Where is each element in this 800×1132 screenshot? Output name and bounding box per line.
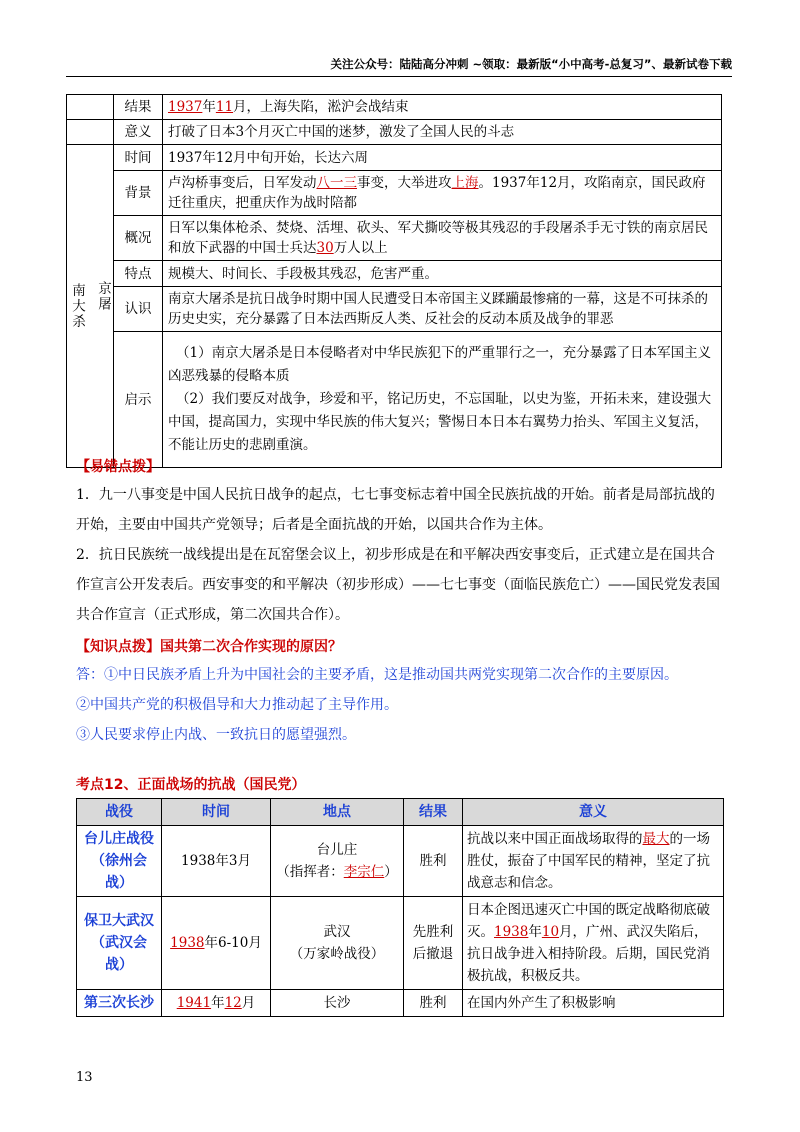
- tips-paragraph-1: 1．九一八事变是中国人民抗日战争的起点，七七事变标志着中国全民族抗战的开始。前者是局部抗战的开始，主要由中国共产党领导；后者是全面抗战的开始，以国共合作为主体。: [76, 487, 715, 533]
- col-header: 意义: [463, 799, 724, 826]
- meaning-cell: 打破了日本3个月灭亡中国的迷梦，激发了全国人民的斗志: [163, 120, 722, 145]
- knowledge-answer-2: ②中国共产党的积极倡导和大力推动起了主导作用。: [76, 697, 398, 713]
- row-label: 意义: [114, 120, 163, 145]
- col-header: 战役: [77, 799, 162, 826]
- table-row: [77, 897, 724, 990]
- col-header: 地点: [271, 799, 404, 826]
- group-col-1: 南大杀: [69, 282, 85, 330]
- row-label: 启示: [114, 332, 163, 468]
- victim-count: 30: [316, 240, 334, 256]
- commander: 李宗仁: [343, 864, 385, 880]
- page-header: 关注公众号：陆陆高分冲刺 ~领取：最新版“小中高考-总复习”、最新试卷下载: [330, 57, 732, 71]
- time-cell: 1937年12月中旬开始，长达六周: [163, 145, 722, 171]
- battle-time: 1938年6-10月: [162, 897, 271, 990]
- background-cell: 卢沟桥事变后，日军发动八一三事变，大举进攻上海。1937年12月，攻陷南京，国民政府迁往重庆，把重庆作为战时陪都: [163, 171, 722, 216]
- battle-name: 第三次长沙: [77, 990, 162, 1017]
- insight-cell: [163, 332, 722, 468]
- row-label: 认识: [114, 287, 163, 332]
- battle-meaning: 日本企图迅速灭亡中国的既定战略彻底破灭。1938年10月，广州、武汉失陷后，抗日战争进入相持阶段。后期，国民党消极抗战，积极反共。: [463, 897, 724, 990]
- col-header: 结果: [404, 799, 463, 826]
- city-name: 上海: [451, 175, 479, 191]
- result-cell: 1937年11月，上海失陷，淞沪会战结束: [163, 95, 722, 120]
- battle-time: 1941年12月: [162, 990, 271, 1017]
- battle-meaning: 在国内外产生了积极影响: [463, 990, 724, 1017]
- tips-title: 【易错点拨】: [76, 459, 160, 475]
- group-col-2: 京屠: [95, 280, 111, 312]
- table-row: [77, 990, 724, 1017]
- row-label: 结果: [114, 95, 163, 120]
- insight-paragraph-2: （2）我们要反对战争，珍爱和平，铭记历史，不忘国耻，以史为鉴，开拓未来，建设强大中国，提高国力，实现中华民族的伟大复兴；警惕日本日本右翼势力抬头、军国主义复活，不能让历史的悲剧重演。: [168, 391, 712, 453]
- knowledge-answer-3: ③人民要求停止内战、一致抗日的愿望强烈。: [76, 727, 356, 743]
- overview-cell: 日军以集体枪杀、焚烧、活埋、砍头、军犬撕咬等极其残忍的手段屠杀手无寸铁的南京居民和放下武器的中国士兵达30万人以上: [163, 216, 722, 261]
- table-row: [77, 826, 724, 897]
- insight-paragraph-1: （1）南京大屠杀是日本侵略者对中华民族犯下的严重罪行之一，充分暴露了日本军国主义凶恶残暴的侵略本质: [168, 345, 712, 384]
- features-cell: 规模大、时间长、手段极其残忍，危害严重。: [163, 261, 722, 287]
- empty-group-cell: [67, 95, 114, 120]
- battle-result: 胜利: [404, 826, 463, 897]
- knowledge-title: 【知识点拨】国共第二次合作实现的原因？: [76, 639, 342, 655]
- battles-table: [76, 798, 724, 1017]
- battle-meaning: 抗战以来中国正面战场取得的最大的一场胜仗，振奋了中国军民的精神，坚定了抗战意志和信念。: [463, 826, 724, 897]
- year: 1937: [168, 99, 203, 115]
- battle-place: 台儿庄 （指挥者：李宗仁）: [271, 826, 404, 897]
- row-label: 特点: [114, 261, 163, 287]
- header-rule: [66, 76, 732, 77]
- row-label: 背景: [114, 171, 163, 216]
- tips-paragraph-2: 2．抗日民族统一战线提出是在瓦窑堡会议上，初步形成是在和平解决西安事变后，正式建立是在国共合作宣言公开发表后。西安事变的和平解决（初步形成）——七七事变（面临民族危亡）——国民党发表国共合作宣言（正式形成，第二次国共合作）。: [76, 547, 720, 623]
- understanding-cell: 南京大屠杀是抗日战争时期中国人民遭受日本帝国主义蹂躏最惨痛的一幕，这是不可抹杀的历史史实，充分暴露了日本法西斯反人类、反社会的反动本质及战争的罪恶: [163, 287, 722, 332]
- nanjing-table: [66, 94, 722, 468]
- battle-result: 胜利: [404, 990, 463, 1017]
- battle-place: 长沙: [271, 990, 404, 1017]
- emphasis: 最大: [642, 831, 670, 847]
- battle-name: 保卫大武汉（武汉会战）: [77, 897, 162, 990]
- page-number: 13: [76, 1070, 93, 1085]
- knowledge-answer-1: 答：①中日民族矛盾上升为中国社会的主要矛盾，这是推动国共两党实现第二次合作的主要原因。: [76, 667, 678, 683]
- section-12-title: 考点12、正面战场的抗战（国民党）: [76, 777, 306, 793]
- battle-name: 台儿庄战役（徐州会战）: [77, 826, 162, 897]
- battle-time: 1938年3月: [162, 826, 271, 897]
- row-label: 概况: [114, 216, 163, 261]
- event-name: 八一三: [316, 175, 357, 191]
- battle-place: 武汉 （万家岭战役）: [271, 897, 404, 990]
- nanjing-group-label: [67, 145, 114, 468]
- month: 11: [215, 99, 234, 115]
- row-label: 时间: [114, 145, 163, 171]
- empty-group-cell: [67, 120, 114, 145]
- battle-result: 先胜利后撤退: [404, 897, 463, 990]
- col-header: 时间: [162, 799, 271, 826]
